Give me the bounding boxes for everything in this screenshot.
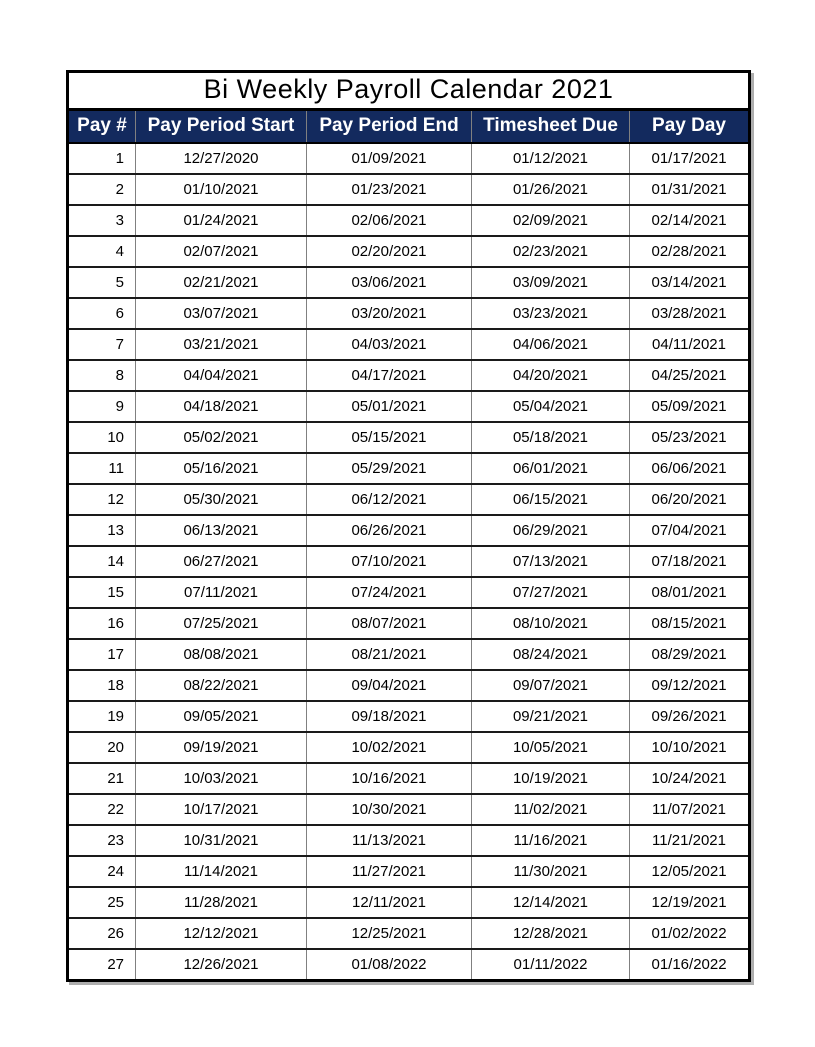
pay-number-cell: 7 — [68, 329, 136, 360]
timesheet-due-cell: 11/30/2021 — [472, 856, 630, 887]
table-row — [68, 143, 750, 174]
pay-number-cell: 8 — [68, 360, 136, 391]
pay-number-cell: 12 — [68, 484, 136, 515]
pay-number-cell: 15 — [68, 577, 136, 608]
pay-number-cell: 10 — [68, 422, 136, 453]
table-row — [68, 267, 750, 298]
pay-day-cell: 11/07/2021 — [630, 794, 750, 825]
pay-period-start-cell: 08/08/2021 — [136, 639, 307, 670]
timesheet-due-cell: 11/16/2021 — [472, 825, 630, 856]
pay-number-cell: 6 — [68, 298, 136, 329]
pay-period-end-cell: 02/20/2021 — [307, 236, 472, 267]
table-row — [68, 174, 750, 205]
pay-period-end-cell: 09/04/2021 — [307, 670, 472, 701]
pay-period-end-cell: 04/03/2021 — [307, 329, 472, 360]
pay-day-cell: 01/17/2021 — [630, 143, 750, 174]
pay-period-end-cell: 10/16/2021 — [307, 763, 472, 794]
pay-number-cell: 14 — [68, 546, 136, 577]
pay-period-end-cell: 02/06/2021 — [307, 205, 472, 236]
pay-day-cell: 01/31/2021 — [630, 174, 750, 205]
table-row — [68, 608, 750, 639]
table-header-row — [68, 110, 750, 144]
timesheet-due-cell: 09/07/2021 — [472, 670, 630, 701]
table-row — [68, 236, 750, 267]
pay-number-cell: 27 — [68, 949, 136, 981]
pay-number-cell: 13 — [68, 515, 136, 546]
pay-period-start-cell: 11/28/2021 — [136, 887, 307, 918]
pay-period-start-cell: 01/24/2021 — [136, 205, 307, 236]
pay-period-start-cell: 12/12/2021 — [136, 918, 307, 949]
table-row — [68, 856, 750, 887]
pay-period-end-cell: 04/17/2021 — [307, 360, 472, 391]
pay-number-cell: 20 — [68, 732, 136, 763]
pay-period-end-cell: 01/08/2022 — [307, 949, 472, 981]
pay-number-cell: 22 — [68, 794, 136, 825]
pay-period-end-cell: 09/18/2021 — [307, 701, 472, 732]
pay-period-start-cell: 09/19/2021 — [136, 732, 307, 763]
pay-period-end-cell: 01/23/2021 — [307, 174, 472, 205]
pay-period-end-cell: 10/02/2021 — [307, 732, 472, 763]
pay-number-cell: 16 — [68, 608, 136, 639]
pay-period-start-cell: 03/07/2021 — [136, 298, 307, 329]
pay-period-end-cell: 03/20/2021 — [307, 298, 472, 329]
table-row — [68, 205, 750, 236]
table-row — [68, 639, 750, 670]
pay-period-start-cell: 11/14/2021 — [136, 856, 307, 887]
table-row — [68, 360, 750, 391]
table-row — [68, 453, 750, 484]
pay-number-cell: 23 — [68, 825, 136, 856]
timesheet-due-cell: 11/02/2021 — [472, 794, 630, 825]
table-row — [68, 546, 750, 577]
payroll-calendar-table — [66, 70, 751, 982]
pay-day-cell: 04/25/2021 — [630, 360, 750, 391]
pay-day-cell: 05/09/2021 — [630, 391, 750, 422]
timesheet-due-cell: 07/13/2021 — [472, 546, 630, 577]
timesheet-due-cell: 06/01/2021 — [472, 453, 630, 484]
timesheet-due-cell: 02/09/2021 — [472, 205, 630, 236]
pay-period-start-cell: 02/07/2021 — [136, 236, 307, 267]
pay-day-cell: 08/15/2021 — [630, 608, 750, 639]
pay-day-cell: 04/11/2021 — [630, 329, 750, 360]
table-row — [68, 484, 750, 515]
timesheet-due-cell: 10/19/2021 — [472, 763, 630, 794]
pay-period-start-cell: 09/05/2021 — [136, 701, 307, 732]
pay-period-start-cell: 12/26/2021 — [136, 949, 307, 981]
timesheet-due-cell: 01/11/2022 — [472, 949, 630, 981]
pay-period-start-cell: 06/13/2021 — [136, 515, 307, 546]
pay-period-start-cell: 06/27/2021 — [136, 546, 307, 577]
table-row — [68, 949, 750, 981]
pay-period-end-cell: 05/01/2021 — [307, 391, 472, 422]
timesheet-due-cell: 08/10/2021 — [472, 608, 630, 639]
table-row — [68, 329, 750, 360]
pay-period-start-cell: 08/22/2021 — [136, 670, 307, 701]
pay-period-start-cell: 07/25/2021 — [136, 608, 307, 639]
table-row — [68, 670, 750, 701]
timesheet-due-cell: 05/04/2021 — [472, 391, 630, 422]
pay-day-cell: 10/24/2021 — [630, 763, 750, 794]
timesheet-due-cell: 07/27/2021 — [472, 577, 630, 608]
pay-number-cell: 26 — [68, 918, 136, 949]
pay-period-start-cell: 07/11/2021 — [136, 577, 307, 608]
timesheet-due-cell: 01/26/2021 — [472, 174, 630, 205]
table-body — [68, 143, 750, 981]
page-title: Bi Weekly Payroll Calendar 2021 — [68, 72, 750, 110]
timesheet-due-cell: 04/20/2021 — [472, 360, 630, 391]
table-row — [68, 794, 750, 825]
pay-period-start-cell: 03/21/2021 — [136, 329, 307, 360]
table-row — [68, 298, 750, 329]
title-row — [68, 72, 750, 110]
timesheet-due-cell: 03/09/2021 — [472, 267, 630, 298]
timesheet-due-cell: 06/29/2021 — [472, 515, 630, 546]
pay-number-cell: 19 — [68, 701, 136, 732]
pay-day-cell: 09/12/2021 — [630, 670, 750, 701]
timesheet-due-cell: 12/28/2021 — [472, 918, 630, 949]
pay-period-end-cell: 06/26/2021 — [307, 515, 472, 546]
table-row — [68, 701, 750, 732]
pay-number-cell: 1 — [68, 143, 136, 174]
pay-number-cell: 9 — [68, 391, 136, 422]
pay-day-cell: 10/10/2021 — [630, 732, 750, 763]
pay-period-start-cell: 01/10/2021 — [136, 174, 307, 205]
table-row — [68, 422, 750, 453]
pay-period-end-cell: 06/12/2021 — [307, 484, 472, 515]
pay-day-cell: 06/06/2021 — [630, 453, 750, 484]
pay-day-cell: 08/29/2021 — [630, 639, 750, 670]
column-header-pay-period-end: Pay Period End — [307, 110, 472, 144]
pay-period-end-cell: 03/06/2021 — [307, 267, 472, 298]
pay-period-end-cell: 08/07/2021 — [307, 608, 472, 639]
pay-day-cell: 01/02/2022 — [630, 918, 750, 949]
table-row — [68, 732, 750, 763]
timesheet-due-cell: 05/18/2021 — [472, 422, 630, 453]
pay-number-cell: 18 — [68, 670, 136, 701]
pay-period-end-cell: 10/30/2021 — [307, 794, 472, 825]
table-row — [68, 825, 750, 856]
pay-period-start-cell: 10/03/2021 — [136, 763, 307, 794]
pay-number-cell: 5 — [68, 267, 136, 298]
table-row — [68, 577, 750, 608]
timesheet-due-cell: 09/21/2021 — [472, 701, 630, 732]
column-header-pay-day: Pay Day — [630, 110, 750, 144]
pay-period-start-cell: 02/21/2021 — [136, 267, 307, 298]
timesheet-due-cell: 10/05/2021 — [472, 732, 630, 763]
pay-day-cell: 08/01/2021 — [630, 577, 750, 608]
pay-period-start-cell: 05/02/2021 — [136, 422, 307, 453]
pay-period-end-cell: 07/24/2021 — [307, 577, 472, 608]
table-row — [68, 391, 750, 422]
table-row — [68, 515, 750, 546]
pay-period-start-cell: 05/16/2021 — [136, 453, 307, 484]
pay-day-cell: 09/26/2021 — [630, 701, 750, 732]
pay-day-cell: 05/23/2021 — [630, 422, 750, 453]
timesheet-due-cell: 02/23/2021 — [472, 236, 630, 267]
pay-day-cell: 03/14/2021 — [630, 267, 750, 298]
pay-period-start-cell: 04/18/2021 — [136, 391, 307, 422]
pay-number-cell: 17 — [68, 639, 136, 670]
pay-day-cell: 01/16/2022 — [630, 949, 750, 981]
pay-period-end-cell: 05/15/2021 — [307, 422, 472, 453]
pay-period-start-cell: 10/17/2021 — [136, 794, 307, 825]
pay-period-end-cell: 12/25/2021 — [307, 918, 472, 949]
table-row — [68, 918, 750, 949]
pay-number-cell: 3 — [68, 205, 136, 236]
table-row — [68, 763, 750, 794]
table-row — [68, 887, 750, 918]
timesheet-due-cell: 12/14/2021 — [472, 887, 630, 918]
pay-period-end-cell: 11/13/2021 — [307, 825, 472, 856]
pay-period-end-cell: 01/09/2021 — [307, 143, 472, 174]
pay-number-cell: 11 — [68, 453, 136, 484]
pay-period-end-cell: 07/10/2021 — [307, 546, 472, 577]
pay-number-cell: 21 — [68, 763, 136, 794]
pay-number-cell: 25 — [68, 887, 136, 918]
pay-day-cell: 07/18/2021 — [630, 546, 750, 577]
pay-day-cell: 07/04/2021 — [630, 515, 750, 546]
pay-period-end-cell: 05/29/2021 — [307, 453, 472, 484]
pay-day-cell: 11/21/2021 — [630, 825, 750, 856]
column-header-pay-period-start: Pay Period Start — [136, 110, 307, 144]
column-header-timesheet-due: Timesheet Due — [472, 110, 630, 144]
pay-day-cell: 06/20/2021 — [630, 484, 750, 515]
timesheet-due-cell: 03/23/2021 — [472, 298, 630, 329]
pay-day-cell: 12/05/2021 — [630, 856, 750, 887]
timesheet-due-cell: 01/12/2021 — [472, 143, 630, 174]
pay-period-start-cell: 10/31/2021 — [136, 825, 307, 856]
pay-number-cell: 4 — [68, 236, 136, 267]
timesheet-due-cell: 06/15/2021 — [472, 484, 630, 515]
column-header-pay-number: Pay # — [68, 110, 136, 144]
pay-day-cell: 02/14/2021 — [630, 205, 750, 236]
pay-number-cell: 2 — [68, 174, 136, 205]
pay-day-cell: 03/28/2021 — [630, 298, 750, 329]
pay-period-start-cell: 12/27/2020 — [136, 143, 307, 174]
pay-period-end-cell: 12/11/2021 — [307, 887, 472, 918]
timesheet-due-cell: 04/06/2021 — [472, 329, 630, 360]
pay-period-start-cell: 05/30/2021 — [136, 484, 307, 515]
pay-day-cell: 12/19/2021 — [630, 887, 750, 918]
pay-number-cell: 24 — [68, 856, 136, 887]
timesheet-due-cell: 08/24/2021 — [472, 639, 630, 670]
pay-day-cell: 02/28/2021 — [630, 236, 750, 267]
pay-period-end-cell: 08/21/2021 — [307, 639, 472, 670]
pay-period-end-cell: 11/27/2021 — [307, 856, 472, 887]
pay-period-start-cell: 04/04/2021 — [136, 360, 307, 391]
